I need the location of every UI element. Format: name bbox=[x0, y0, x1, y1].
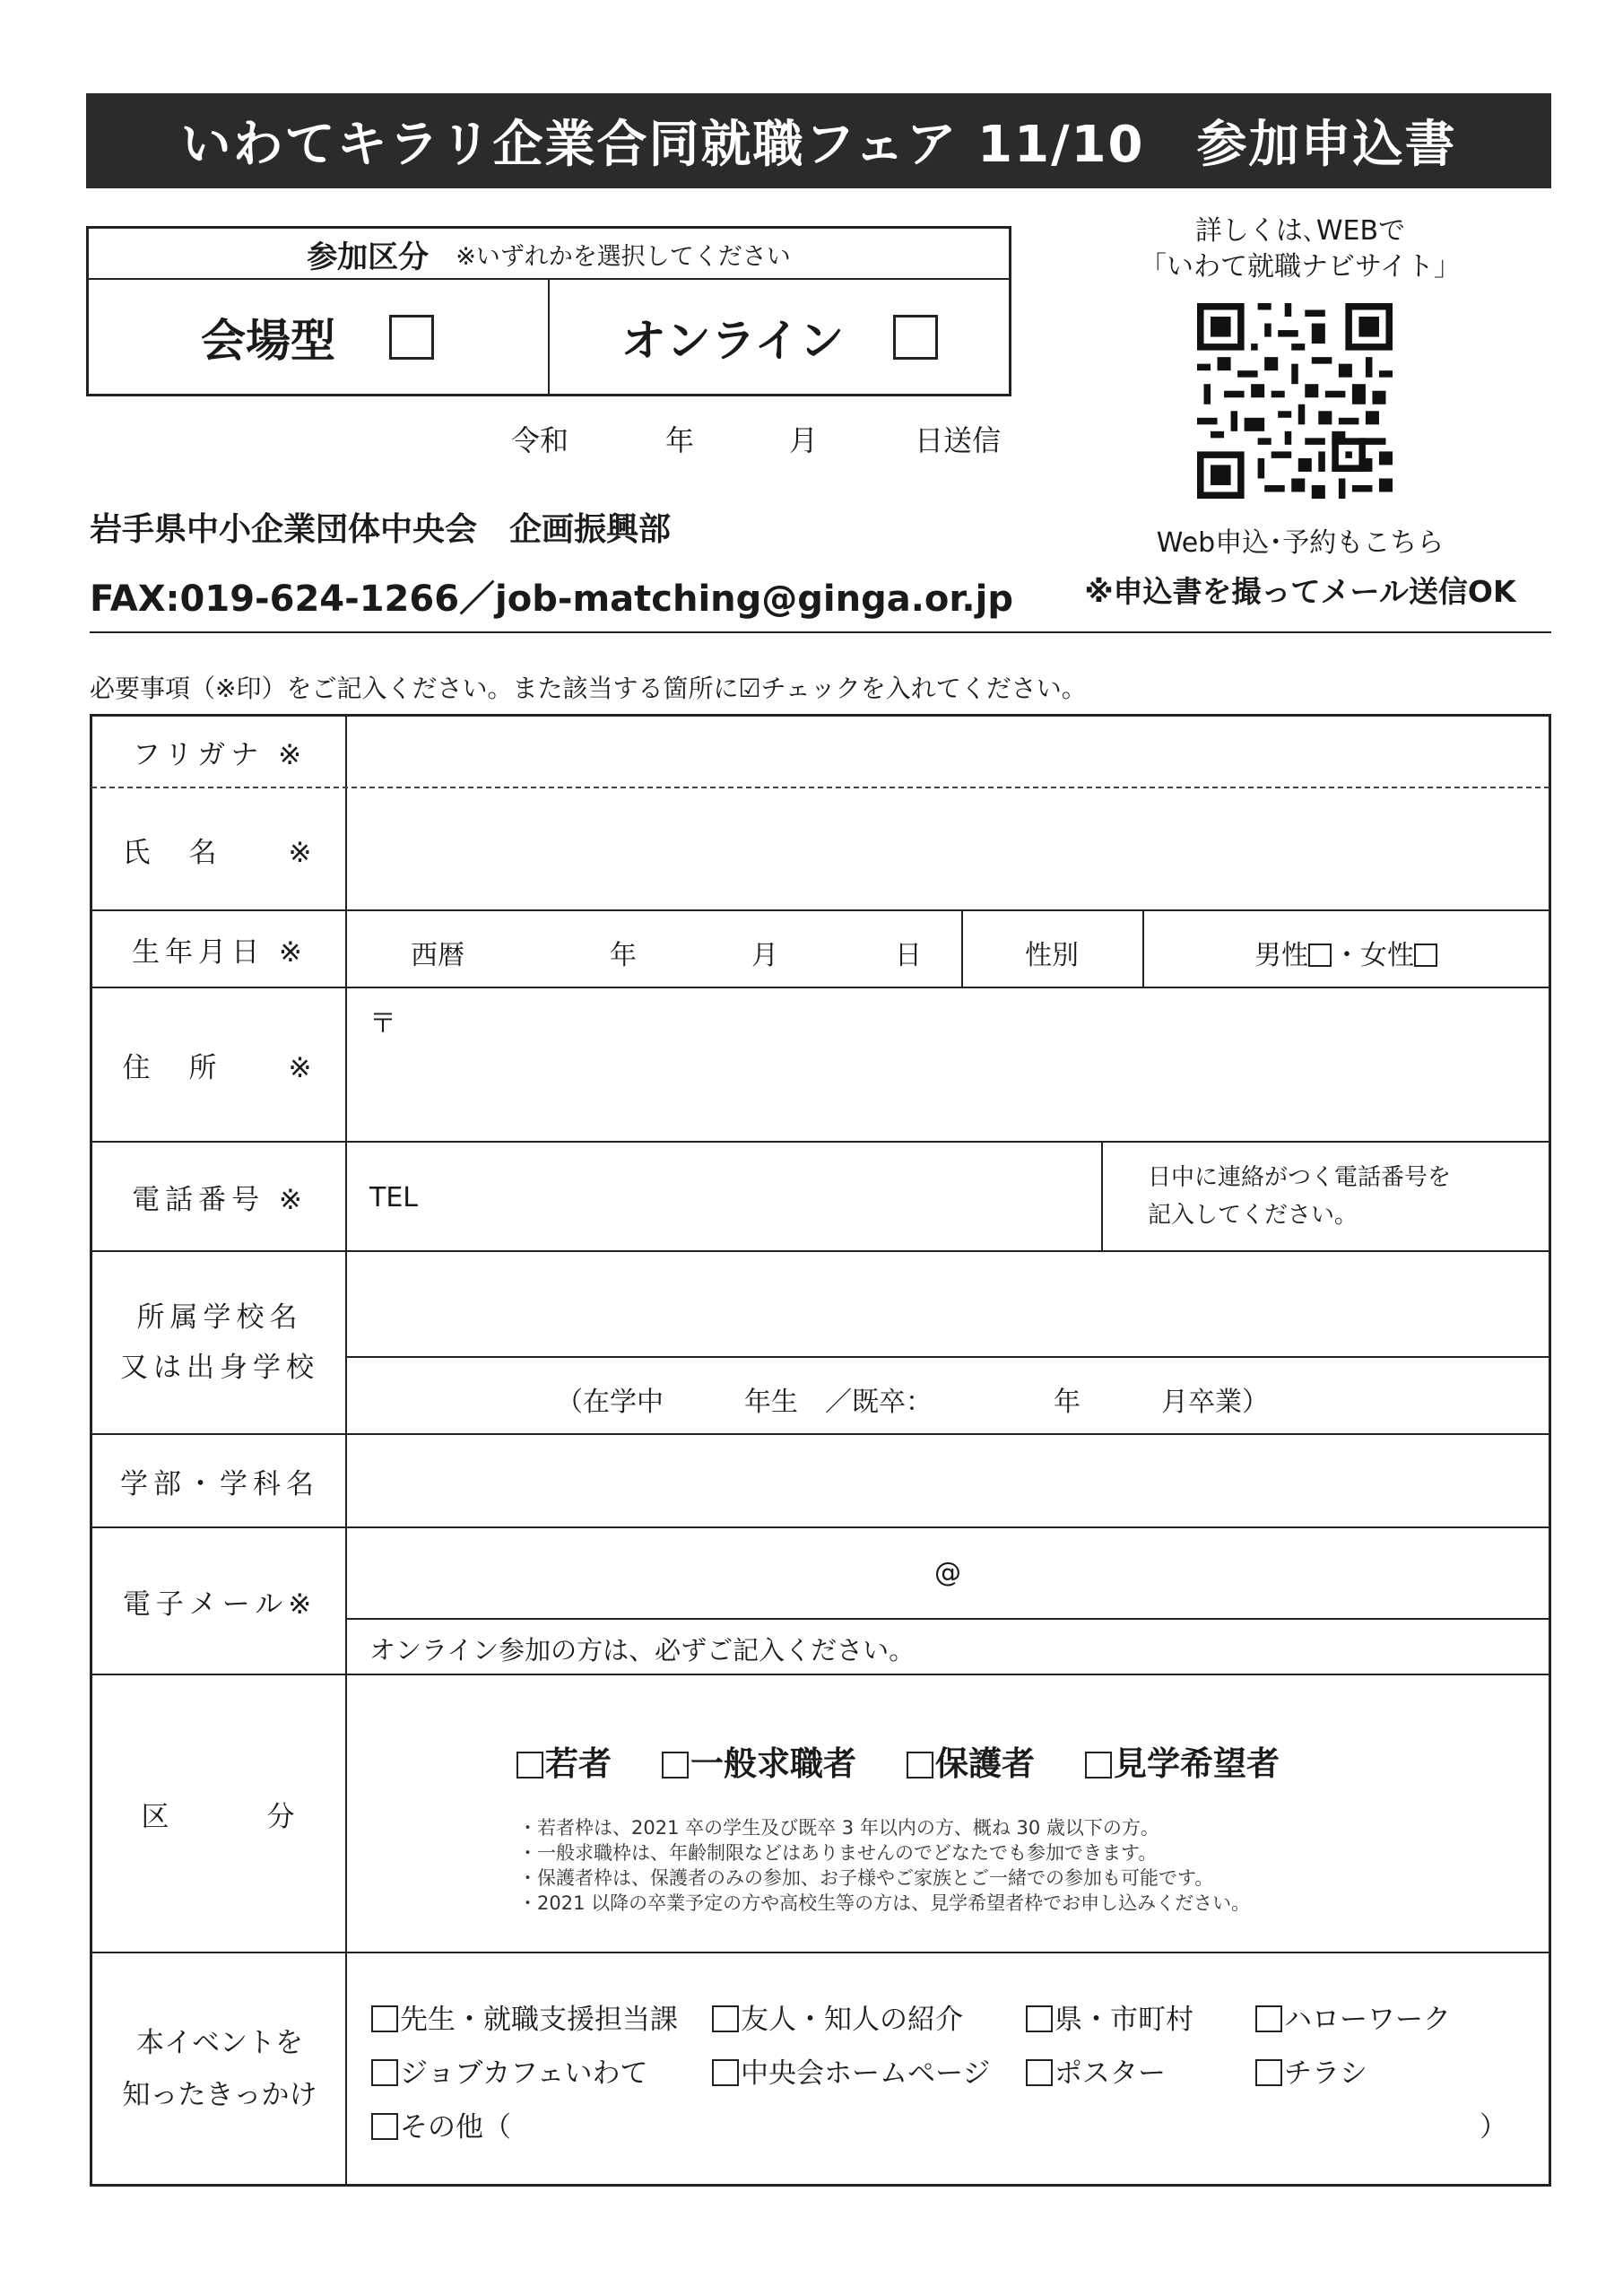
male-label: 男性 bbox=[1254, 940, 1308, 971]
name-label: 氏 名 ※ bbox=[122, 836, 317, 869]
send-date-day: 日送信 bbox=[915, 423, 1002, 457]
web-apply-text: Web申込･予約もこちら bbox=[1156, 527, 1445, 559]
source-label-line1: 本イベントを bbox=[136, 2027, 303, 2059]
send-date-year: 年 bbox=[665, 423, 695, 457]
email-at-sign: @ bbox=[934, 1557, 961, 1588]
category-note: ・保護者枠は、保護者のみの参加、お子様やご家族とご一緒での参加も可能です。 bbox=[518, 1867, 1214, 1889]
category-label: 区 分 bbox=[141, 1800, 299, 1833]
email-label: 電子メール※ bbox=[122, 1587, 317, 1621]
form-title: いわてキラリ企業合同就職フェア 11/10 参加申込書 bbox=[86, 93, 1551, 188]
org-contact: FAX:019-624-1266／job-matching@ginga.or.jp bbox=[90, 578, 1013, 620]
org-name: 岩手県中小企業団体中央会 企画振興部 bbox=[90, 511, 672, 548]
school-label-line1: 所属学校名 bbox=[136, 1301, 303, 1334]
school-status: （在学中 年生 ／既卒： 年 月卒業） bbox=[556, 1387, 1269, 1418]
send-date-era: 令和 bbox=[511, 423, 569, 457]
source-other-close: ） bbox=[1480, 2111, 1507, 2144]
gender-label: 性別 bbox=[1025, 940, 1079, 971]
category-note: ・2021 以降の卒業予定の方や高校生等の方は、見学希望者枠でお申し込みください。 bbox=[518, 1892, 1251, 1914]
female-label: 女性 bbox=[1360, 940, 1414, 971]
source-friend[interactable]: 友人・知人の紹介 bbox=[712, 1996, 963, 2037]
phone-note-line1: 日中に連絡がつく電話番号を bbox=[1148, 1164, 1452, 1191]
department-input[interactable] bbox=[348, 1437, 1549, 1525]
source-municipality[interactable]: 県・市町村 bbox=[1026, 1996, 1193, 2037]
name-input[interactable] bbox=[348, 791, 1549, 908]
source-poster[interactable]: ポスター bbox=[1026, 2050, 1166, 2091]
phone-label: 電話番号 ※ bbox=[132, 1183, 308, 1216]
category-note: ・一般求職枠は、年齢制限などはありませんのでどなたでも参加できます。 bbox=[518, 1842, 1158, 1864]
qr-code-icon[interactable] bbox=[1197, 303, 1393, 499]
send-date-month: 月 bbox=[789, 423, 819, 457]
participation-note: ※いずれかを選択してください bbox=[456, 242, 791, 271]
school-label-line2: 又は出身学校 bbox=[120, 1352, 319, 1384]
source-job-cafe[interactable]: ジョブカフェいわて bbox=[371, 2050, 648, 2091]
address-input[interactable] bbox=[404, 990, 1548, 1139]
online-checkbox[interactable] bbox=[893, 315, 938, 360]
venue-checkbox[interactable] bbox=[389, 315, 434, 360]
source-label-line2: 知ったきっかけ bbox=[122, 2079, 317, 2111]
male-checkbox[interactable] bbox=[1308, 944, 1332, 967]
category-observer[interactable]: 見学希望者 bbox=[1085, 1744, 1280, 1783]
source-hello-work[interactable]: ハローワーク bbox=[1255, 1996, 1451, 2037]
phone-input[interactable] bbox=[430, 1144, 1099, 1248]
department-label: 学部・学科名 bbox=[120, 1467, 319, 1500]
school-input[interactable] bbox=[348, 1254, 1549, 1354]
birth-era: 西暦 bbox=[411, 940, 464, 971]
postal-mark: 〒 bbox=[369, 1008, 396, 1039]
address-label: 住 所 ※ bbox=[122, 1051, 317, 1084]
furigana-label: フリガナ ※ bbox=[132, 738, 308, 771]
web-info-line2: 「いわて就職ナビサイト」 bbox=[1140, 251, 1461, 283]
birth-label: 生年月日 ※ bbox=[132, 935, 308, 969]
birth-year: 年 bbox=[610, 940, 637, 971]
source-other[interactable]: その他（ bbox=[371, 2104, 511, 2144]
participation-header: 参加区分 bbox=[307, 239, 430, 275]
source-homepage[interactable]: 中央会ホームページ bbox=[712, 2050, 990, 2091]
venue-label: 会場型 bbox=[201, 315, 335, 367]
female-checkbox[interactable] bbox=[1414, 944, 1437, 967]
source-teacher[interactable]: 先生・就職支援担当課 bbox=[371, 1996, 678, 2037]
divider bbox=[90, 631, 1551, 633]
category-note: ・若者枠は、2021 卒の学生及び既卒 3 年以内の方、概ね 30 歳以下の方。 bbox=[518, 1817, 1159, 1839]
tel-label: TEL bbox=[369, 1182, 418, 1213]
mail-ok-text: ※申込書を撮ってメール送信OK bbox=[1084, 574, 1516, 609]
category-job-seeker[interactable]: 一般求職者 bbox=[662, 1744, 856, 1783]
instruction-text: 必要事項（※印）をご記入ください。また該当する箇所に☑チェックを入れてください。 bbox=[90, 674, 1087, 703]
online-label: オンライン bbox=[621, 315, 845, 367]
birth-day: 日 bbox=[895, 940, 922, 971]
email-note: オンライン参加の方は、必ずご記入ください。 bbox=[369, 1635, 916, 1665]
gender-separator: ・ bbox=[1333, 940, 1360, 971]
web-info-line1: 詳しくは､WEBで bbox=[1194, 215, 1406, 247]
category-guardian[interactable]: 保護者 bbox=[907, 1744, 1035, 1783]
furigana-input[interactable] bbox=[348, 718, 1549, 786]
phone-note-line2: 記入してください。 bbox=[1148, 1202, 1358, 1229]
source-flyer[interactable]: チラシ bbox=[1255, 2050, 1367, 2091]
category-youth[interactable]: 若者 bbox=[516, 1744, 612, 1783]
birth-month: 月 bbox=[751, 940, 778, 971]
